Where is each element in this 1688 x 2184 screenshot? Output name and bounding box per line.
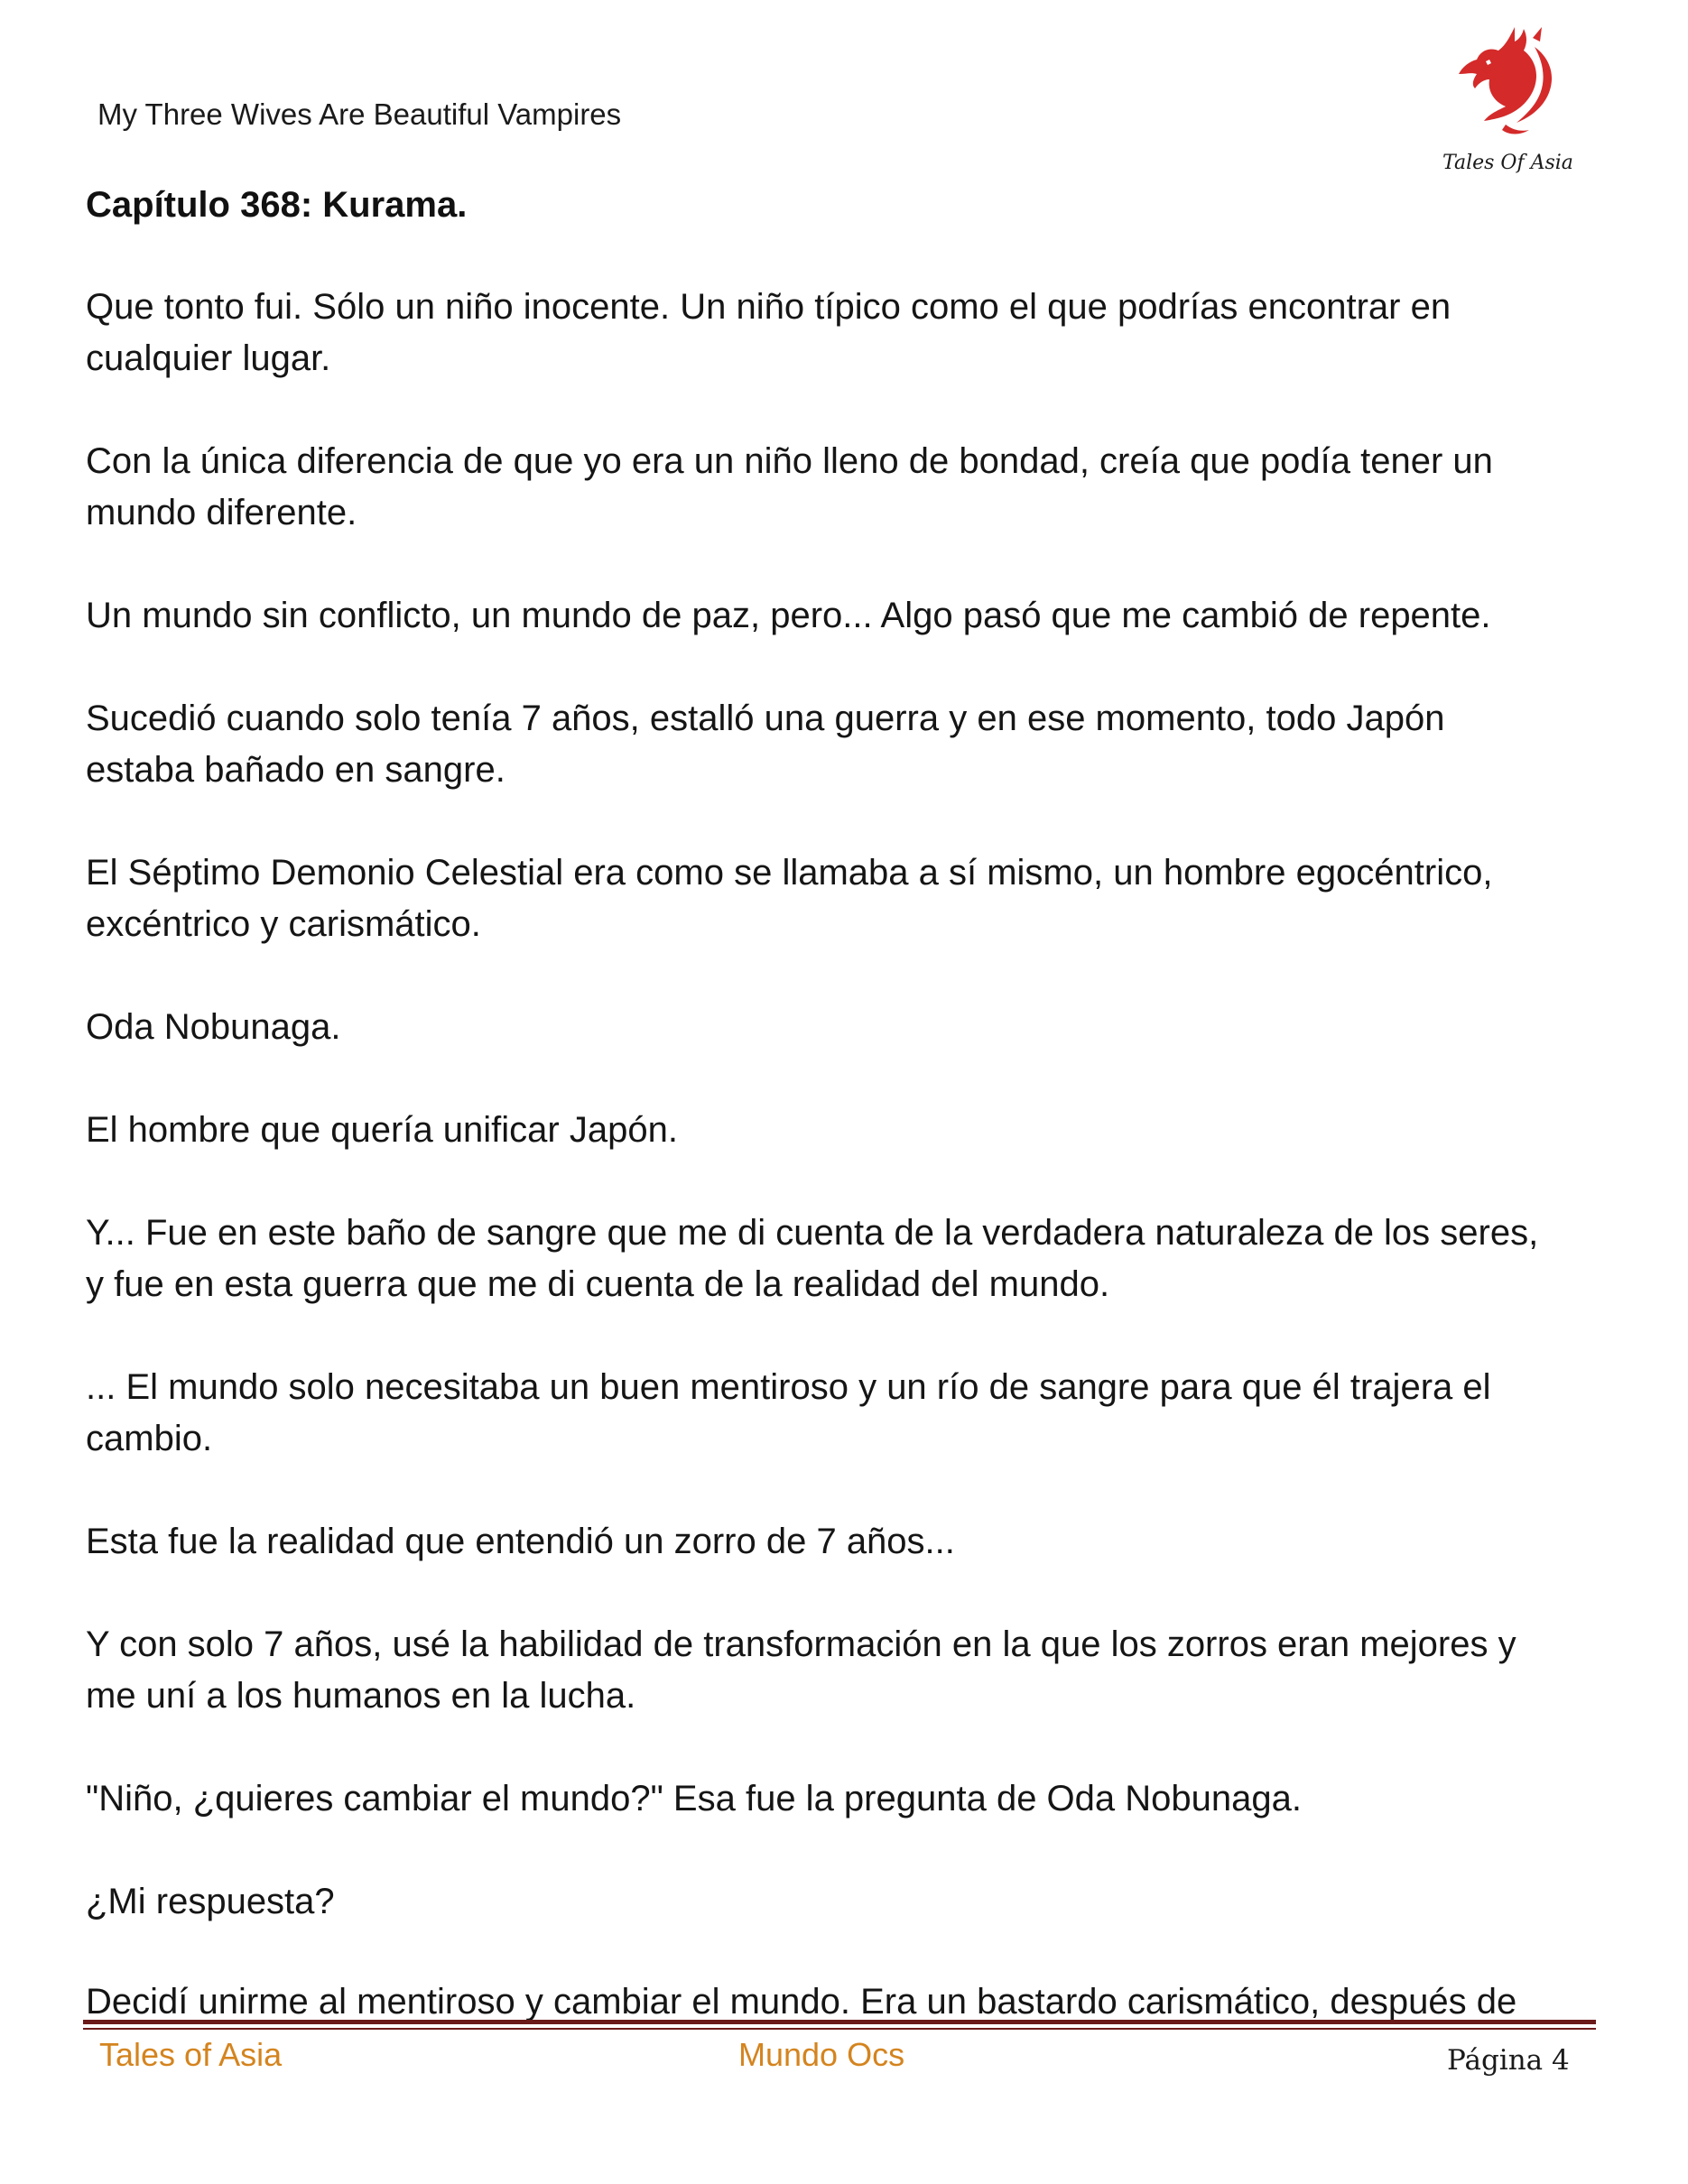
paragraph: Sucedió cuando solo tenía 7 años, estalló una guerra y en ese momento, todo Japón estaba bañado en sangre. bbox=[86, 699, 1445, 790]
paragraph: Un mundo sin conflicto, un mundo de paz, pero... Algo pasó que me cambió de repente. bbox=[86, 596, 1491, 635]
footer-section-name: Mundo Ocs bbox=[738, 2036, 905, 2073]
paragraph: Que tonto fui. Sólo un niño inocente. Un niño típico como el que podrías encontrar en cualquier lugar. bbox=[86, 287, 1451, 378]
footer-site-name: Tales of Asia bbox=[99, 2036, 283, 2073]
chapter-title: Capítulo 368: Kurama. bbox=[86, 185, 468, 225]
paragraph: ¿Mi respuesta? bbox=[86, 1882, 335, 1921]
paragraph: Con la única diferencia de que yo era un niño lleno de bondad, creía que podía tener un mundo diferente. bbox=[86, 441, 1493, 532]
red-dragon-icon bbox=[1426, 20, 1571, 155]
chapter-body bbox=[86, 282, 1620, 1979]
page-number: Página 4 bbox=[1447, 2044, 1570, 2077]
paragraph: Oda Nobunaga. bbox=[86, 1007, 341, 1047]
tales-of-asia-logo bbox=[1426, 20, 1571, 182]
paragraph: ... El mundo solo necesitaba un buen mentiroso y un río de sangre para que él trajera el cambio. bbox=[86, 1367, 1491, 1458]
paragraph: El Séptimo Demonio Celestial era como se llamaba a sí mismo, un hombre egocéntrico, excéntrico y carismático. bbox=[86, 853, 1493, 944]
logo-caption: Tales Of Asia bbox=[1442, 152, 1573, 174]
truncated-paragraph: Decidí unirme al mentiroso y cambiar el mundo. Era un bastardo carismático, después de bbox=[86, 1982, 1517, 2020]
paragraph: Y... Fue en este baño de sangre que me di cuenta de la verdadera naturaleza de los seres, y fue en esta guerra que me di cuenta de la realidad del mundo. bbox=[86, 1213, 1539, 1304]
footer-divider bbox=[83, 2020, 1596, 2024]
footer-divider-thin bbox=[83, 2028, 1596, 2030]
paragraph: "Niño, ¿quieres cambiar el mundo?" Esa fue la pregunta de Oda Nobunaga. bbox=[86, 1779, 1302, 1818]
paragraph: Esta fue la realidad que entendió un zorro de 7 años... bbox=[86, 1522, 955, 1561]
book-title: My Three Wives Are Beautiful Vampires bbox=[97, 97, 622, 131]
paragraph: Y con solo 7 años, usé la habilidad de transformación en la que los zorros eran mejores y me uní a los humanos en la lucha. bbox=[86, 1624, 1516, 1716]
paragraph: El hombre que quería unificar Japón. bbox=[86, 1110, 678, 1150]
